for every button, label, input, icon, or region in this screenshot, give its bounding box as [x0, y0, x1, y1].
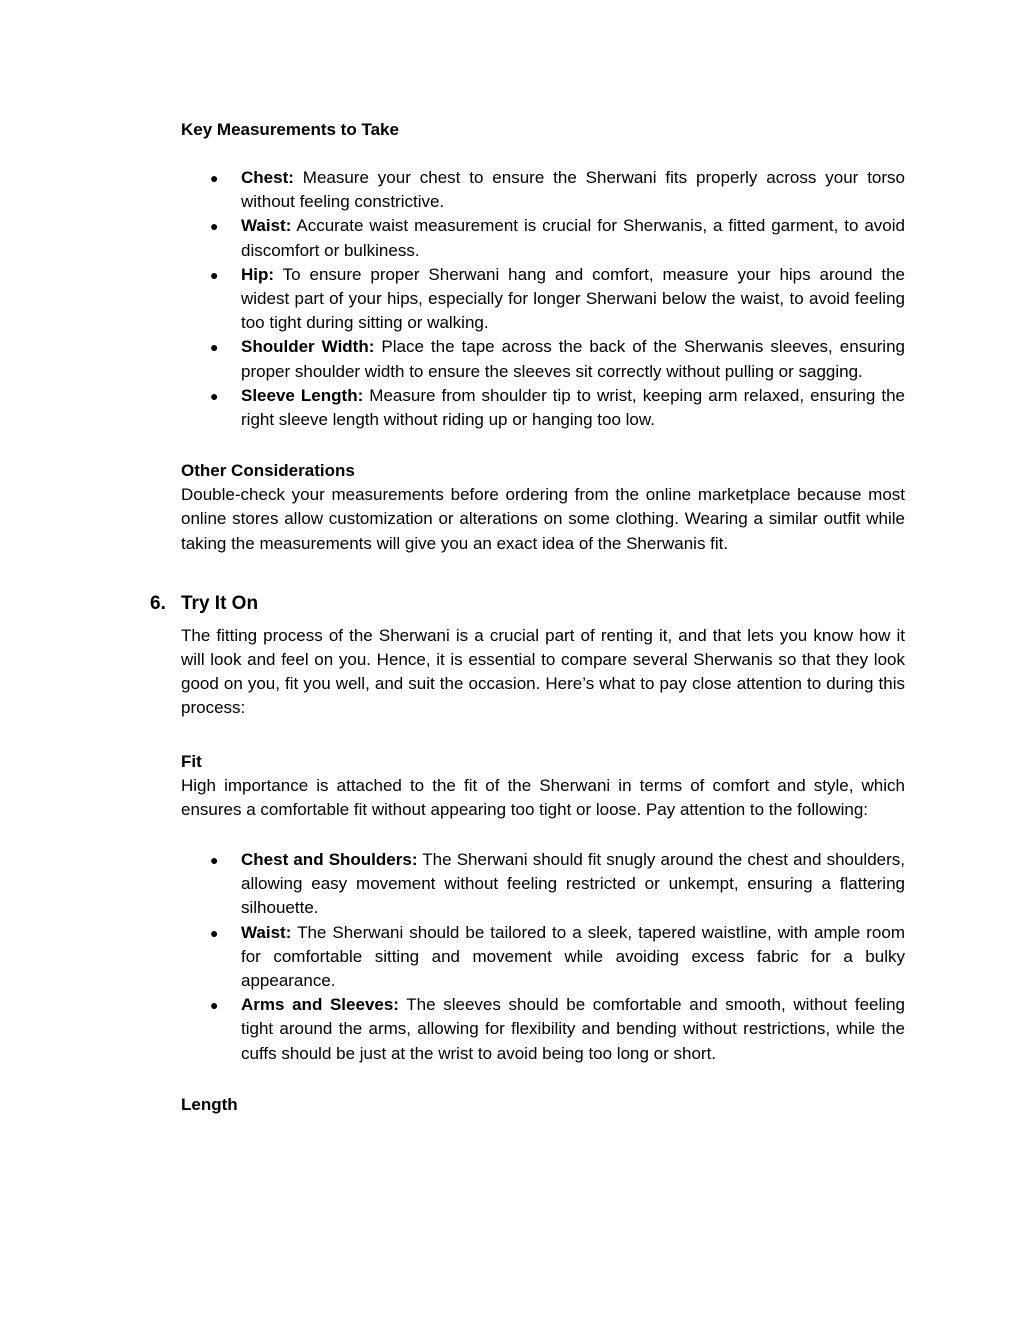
- section-number: 6.: [150, 592, 166, 614]
- item-text: The Sherwani should fit snugly around the chest and shoulders, allowing easy movement without feeling restricted or unkempt, ensuring a flattering silhouette.: [241, 850, 906, 918]
- item-term: Sleeve Length:: [241, 385, 364, 405]
- item-term: Hip:: [241, 264, 275, 284]
- bullet-icon: ●: [210, 997, 219, 1014]
- bullet-icon: ●: [210, 387, 219, 404]
- list-item: [181, 214, 905, 262]
- item-term: Chest and Shoulders:: [241, 850, 418, 870]
- bullet-icon: ●: [210, 924, 219, 941]
- item-text: To ensure proper Sherwani hang and comfort, measure your hips around the widest part of your hips, especially for longer Sherwani below the waist, to avoid feeling too tight during sitting or walking.: [241, 264, 905, 333]
- item-term: Shoulder Width:: [241, 337, 375, 357]
- other-considerations-paragraph: Double-check your measurements before ordering from the online marketplace because most online stores allow customization or alterations on some clothing. Wearing a similar outfit while taking the measurements will give you an exact idea of the Sherwanis fit.: [181, 485, 905, 553]
- key-measurements-heading: Key Measurements to Take: [181, 120, 399, 139]
- item-term: Chest:: [241, 168, 294, 187]
- bullet-icon: ●: [210, 339, 219, 356]
- item-text: Accurate waist measurement is crucial for Sherwanis, a fitted garment, to avoid discomfort or bulkiness.: [241, 216, 905, 260]
- item-term: Arms and Sleeves:: [241, 995, 399, 1015]
- key-measurements-list: [181, 166, 905, 432]
- list-item: [181, 848, 905, 921]
- list-item: [181, 263, 905, 336]
- length-heading: Length: [181, 1094, 238, 1114]
- bullet-icon: ●: [210, 852, 219, 869]
- section-heading: [150, 591, 905, 617]
- item-term: Waist:: [241, 922, 292, 942]
- item-text: Place the tape across the back of the Sherwanis sleeves, ensuring proper shoulder width to ensure the sleeves sit correctly without pulling or sagging.: [241, 337, 905, 381]
- list-item: [181, 335, 905, 383]
- fit-heading: Fit: [181, 751, 202, 771]
- document-page: [150, 118, 906, 1117]
- fit-list: [181, 848, 905, 1066]
- item-text: The Sherwani should be tailored to a sleek, tapered waistline, with ample room for comfortable sitting and movement while avoiding excess fabric for a bulky appearance.: [241, 922, 905, 991]
- item-text: Measure from shoulder tip to wrist, keeping arm relaxed, ensuring the right sleeve length without riding up or hanging too low.: [241, 385, 906, 430]
- section-title: Try It On: [181, 592, 259, 614]
- item-text: Measure your chest to ensure the Sherwani fits properly across your torso without feeling constrictive.: [241, 168, 905, 212]
- item-term: Waist:: [241, 216, 292, 236]
- section-intro-paragraph: The fitting process of the Sherwani is a crucial part of renting it, and that lets you know how it will look and feel on you. Hence, it is essential to compare several Sherwanis so that they look good on you, fit you well, and suit the occasion. Here’s what to pay close attention to during this process:: [181, 625, 905, 718]
- list-item: [181, 384, 905, 432]
- list-item: [181, 166, 905, 214]
- other-considerations-heading: Other Considerations: [181, 461, 355, 481]
- list-item: [181, 921, 905, 994]
- list-item: [181, 993, 905, 1066]
- bullet-icon: ●: [210, 170, 219, 186]
- bullet-icon: ●: [210, 266, 219, 283]
- bullet-icon: ●: [210, 218, 219, 235]
- item-text: The sleeves should be comfortable and smooth, without feeling tight around the arms, allowing for flexibility and bending without restrictions, while the cuffs should be just at the wrist to avoid being too long or short.: [241, 995, 905, 1063]
- fit-paragraph: High importance is attached to the fit of the Sherwani in terms of comfort and style, which ensures a comfortable fit without appearing too tight or loose. Pay attention to the following:: [181, 775, 905, 819]
